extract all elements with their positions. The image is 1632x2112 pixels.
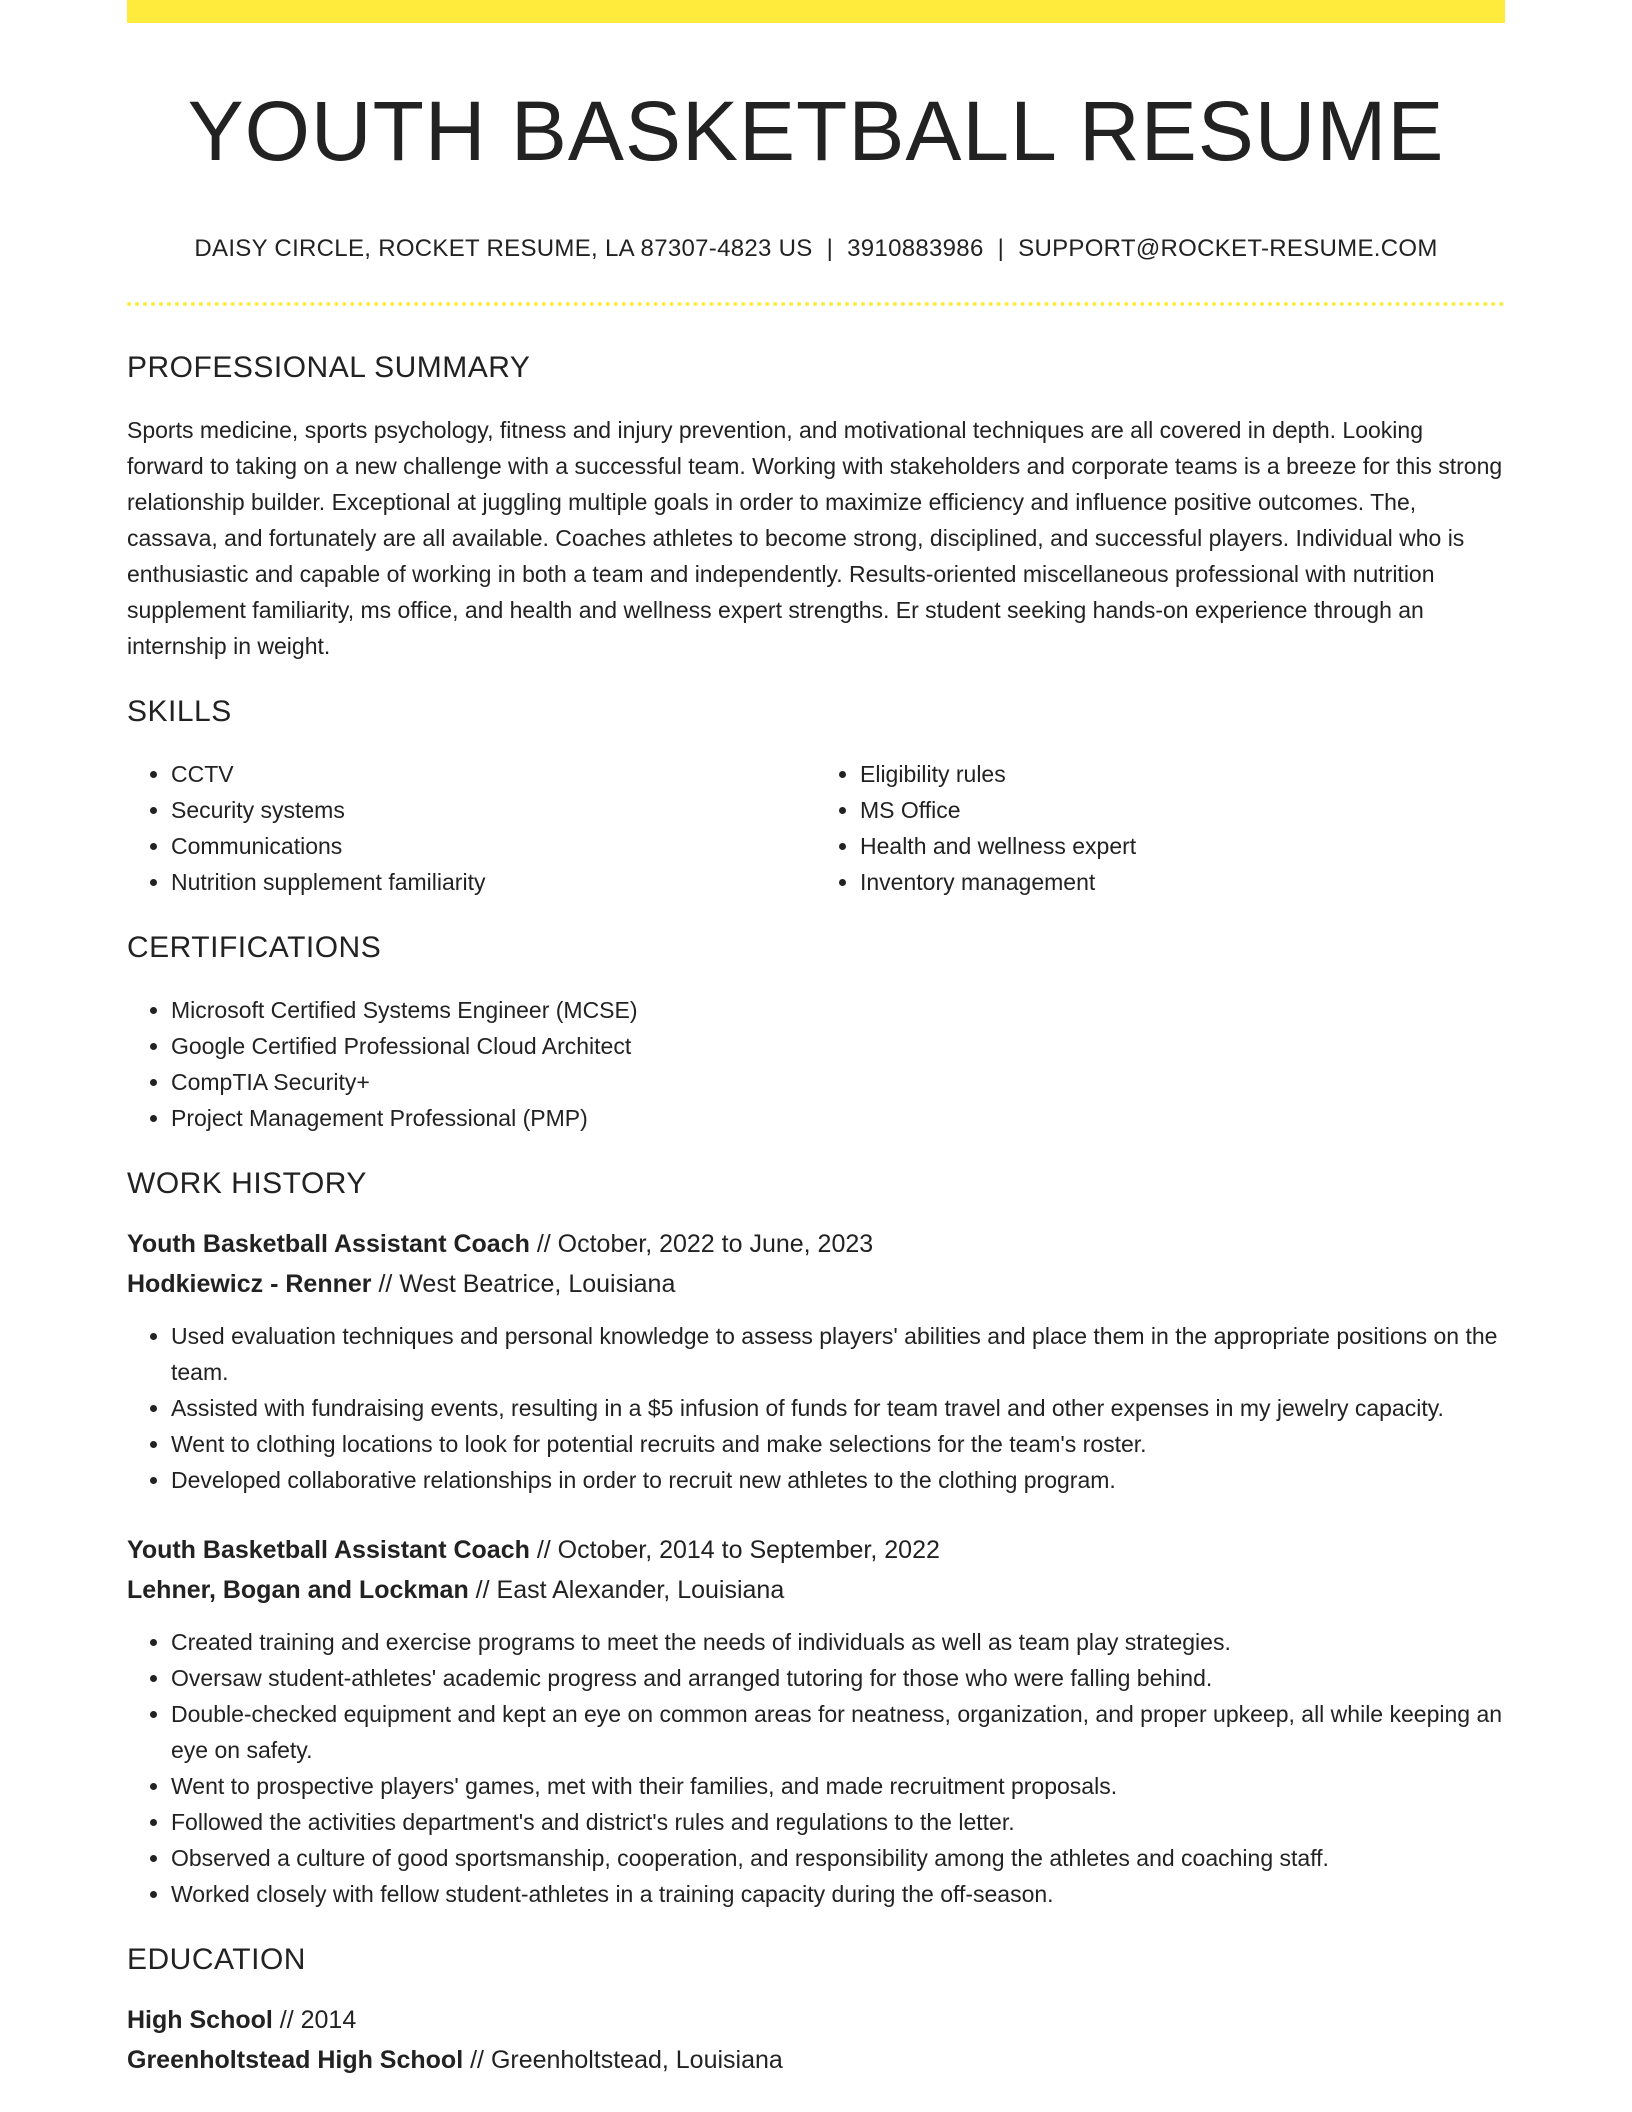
summary-text: Sports medicine, sports psychology, fitness and injury prevention, and motivational techniques are all covered in depth. Looking forward to taking on a new challenge with a successful team. Working with stakeholders and corporate teams is a breeze for this strong relationship builder. Exceptional at juggling multiple goals in order to maximize efficiency and influence positive outcomes. The, cassava, and fortunately are all available. Coaches athletes to become strong, disciplined, and successful players. Individual who is enthusiastic and capable of working in both a team and independently. Results-oriented miscellaneous professional with nutrition supplement familiarity, ms office, and health and wellness expert strengths. Er student seeking hands-on experience through an internship in weight. [127,417,1503,660]
accent-bar [127,0,1505,23]
education-year: // 2014 [272,2006,357,2035]
job-title: Youth Basketball Assistant Coach [127,1536,530,1565]
certification-item: • Google Certified Professional Cloud Architect [171,1028,1505,1064]
contact-phone: 3910883986 [847,235,984,263]
certifications-list [127,992,1505,1136]
skill-item: • Nutrition supplement familiarity [171,864,816,900]
job-bullet: • Assisted with fundraising events, resulting in a $5 infusion of funds for team travel and other expenses in my jewelry capacity. [171,1390,1505,1426]
job-company-line [127,1570,1505,1610]
job-bullet: • Used evaluation techniques and personal knowledge to assess players' abilities and place them in the appropriate positions on the team. [171,1318,1505,1390]
section-heading: PROFESSIONAL SUMMARY [127,351,531,385]
skill-item: • MS Office [860,792,1505,828]
skills-columns [127,756,1505,900]
certification-item: • Microsoft Certified Systems Engineer (MCSE) [171,992,1505,1028]
contact-separator: | [826,235,834,263]
skill-item: • Communications [171,828,816,864]
skill-item: • Health and wellness expert [860,828,1505,864]
job-bullet: • Created training and exercise programs to meet the needs of individuals as well as team play strategies. [171,1624,1505,1660]
section-heading: SKILLS [127,695,232,729]
job-dates: // October, 2014 to September, 2022 [529,1536,940,1565]
job-dates: // October, 2022 to June, 2023 [529,1230,874,1259]
education-degree: High School [127,2006,273,2035]
certification-item: • Project Management Professional (PMP) [171,1100,1505,1136]
skill-item: • Inventory management [860,864,1505,900]
resume-title: YOUTH BASKETBALL RESUME [187,84,1445,178]
contact-separator: | [997,235,1005,263]
section-heading: EDUCATION [127,1943,306,1977]
job-bullet: • Went to prospective players' games, met with their families, and made recruitment proposals. [171,1768,1505,1804]
job-bullets [127,1624,1505,1912]
job-bullet: • Developed collaborative relationships in order to recruit new athletes to the clothing program. [171,1462,1505,1498]
job-location: // West Beatrice, Louisiana [371,1270,676,1299]
contact-email: SUPPORT@ROCKET-RESUME.COM [1018,235,1438,263]
education-degree-line [127,2000,1505,2040]
job-title-line [127,1530,1505,1570]
education-entry [127,2000,1505,2080]
job-company-line [127,1264,1505,1304]
resume-page [127,0,1505,2080]
education-location: // Greenholtstead, Louisiana [463,2046,783,2075]
job-company: Hodkiewicz - Renner [127,1270,372,1299]
dotted-divider [127,302,1505,306]
job-entry [127,1530,1505,1912]
skills-section [127,694,1505,900]
job-bullet: • Worked closely with fellow student-athletes in a training capacity during the off-season. [171,1876,1505,1912]
job-bullets [127,1318,1505,1498]
job-bullet: • Observed a culture of good sportsmanship, cooperation, and responsibility among the athletes and coaching staff. [171,1840,1505,1876]
certification-item: • CompTIA Security+ [171,1064,1505,1100]
job-company: Lehner, Bogan and Lockman [127,1576,469,1605]
skill-item: • Security systems [171,792,816,828]
contact-line [127,235,1505,264]
skill-item: • Eligibility rules [860,756,1505,792]
job-entry [127,1224,1505,1498]
contact-address: DAISY CIRCLE, ROCKET RESUME, LA 87307-4823 US [194,235,813,263]
job-bullet: • Double-checked equipment and kept an eye on common areas for neatness, organization, and proper upkeep, all while keeping an eye on safety. [171,1696,1505,1768]
job-bullet: • Oversaw student-athletes' academic progress and arranged tutoring for those who were falling behind. [171,1660,1505,1696]
skills-list-right [816,756,1505,900]
skills-list-left [127,756,816,900]
certifications-section [127,930,1505,1136]
education-section [127,1942,1505,2080]
job-bullet: • Followed the activities department's and district's rules and regulations to the letter. [171,1804,1505,1840]
job-bullet: • Went to clothing locations to look for potential recruits and make selections for the team's roster. [171,1426,1505,1462]
section-heading: CERTIFICATIONS [127,931,382,965]
skill-item: • CCTV [171,756,816,792]
education-school: Greenholtstead High School [127,2046,464,2075]
education-school-line [127,2040,1505,2080]
work-history-section [127,1166,1505,1912]
summary-section [127,350,1505,664]
job-title-line [127,1224,1505,1264]
job-title: Youth Basketball Assistant Coach [127,1230,530,1259]
job-location: // East Alexander, Louisiana [468,1576,785,1605]
section-heading: WORK HISTORY [127,1167,367,1201]
